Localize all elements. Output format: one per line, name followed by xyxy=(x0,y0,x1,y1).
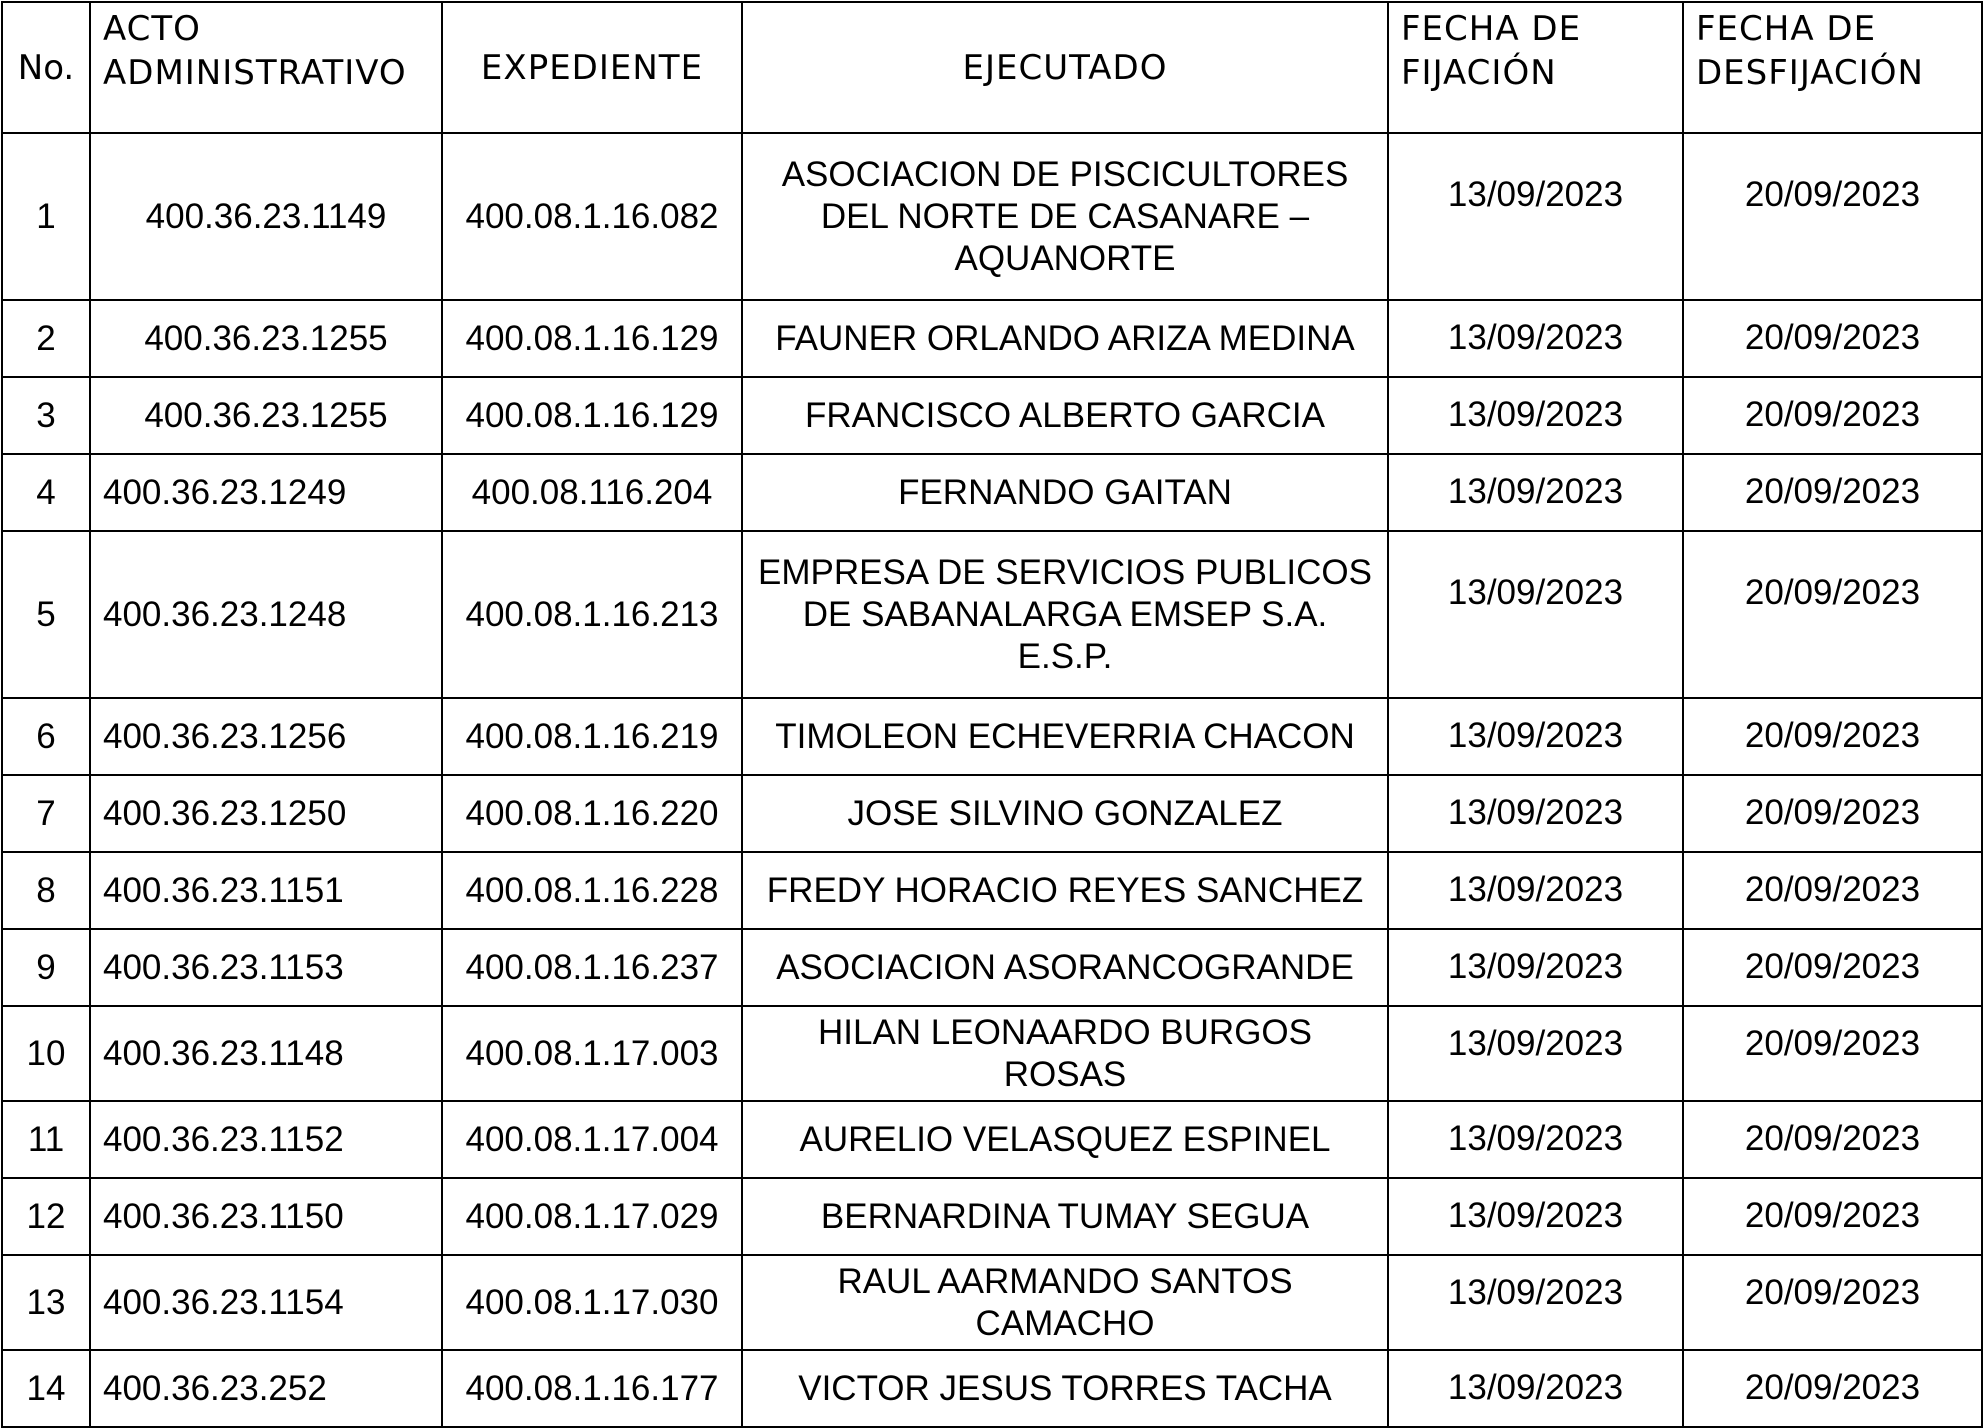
cell-ejecutado: VICTOR JESUS TORRES TACHA xyxy=(742,1350,1388,1427)
cell-acto-administrativo: 400.36.23.1255 xyxy=(90,300,442,377)
cell-fecha-fijacion: 13/09/2023 xyxy=(1388,1101,1683,1178)
cell-expediente: 400.08.1.16.129 xyxy=(442,300,742,377)
cell-expediente: 400.08.1.17.029 xyxy=(442,1178,742,1255)
cell-fecha-fijacion: 13/09/2023 xyxy=(1388,300,1683,377)
cell-expediente: 400.08.1.16.228 xyxy=(442,852,742,929)
cell-fecha-desfijacion: 20/09/2023 xyxy=(1683,454,1982,531)
cell-ejecutado: FAUNER ORLANDO ARIZA MEDINA xyxy=(742,300,1388,377)
cell-fecha-fijacion: 13/09/2023 xyxy=(1388,929,1683,1006)
cell-fecha-desfijacion: 20/09/2023 xyxy=(1683,929,1982,1006)
cell-fecha-fijacion: 13/09/2023 xyxy=(1388,698,1683,775)
cell-expediente: 400.08.1.16.129 xyxy=(442,377,742,454)
cell-ejecutado: ASOCIACION ASORANCOGRANDE xyxy=(742,929,1388,1006)
cell-acto-administrativo: 400.36.23.1151 xyxy=(90,852,442,929)
cell-no: 14 xyxy=(2,1350,90,1427)
table-row xyxy=(2,377,1982,454)
cell-acto-administrativo: 400.36.23.1149 xyxy=(90,133,442,300)
cell-acto-administrativo: 400.36.23.1250 xyxy=(90,775,442,852)
cell-fecha-desfijacion: 20/09/2023 xyxy=(1683,1350,1982,1427)
cell-no: 2 xyxy=(2,300,90,377)
cell-no: 4 xyxy=(2,454,90,531)
cell-no: 5 xyxy=(2,531,90,698)
cell-acto-administrativo: 400.36.23.1256 xyxy=(90,698,442,775)
cell-acto-administrativo: 400.36.23.1148 xyxy=(90,1006,442,1101)
cell-fecha-fijacion: 13/09/2023 xyxy=(1388,775,1683,852)
cell-ejecutado: BERNARDINA TUMAY SEGUA xyxy=(742,1178,1388,1255)
cell-expediente: 400.08.1.17.003 xyxy=(442,1006,742,1101)
cell-ejecutado: FERNANDO GAITAN xyxy=(742,454,1388,531)
header-no: No. xyxy=(2,2,90,133)
cell-expediente: 400.08.1.16.177 xyxy=(442,1350,742,1427)
cell-acto-administrativo: 400.36.23.1153 xyxy=(90,929,442,1006)
cell-ejecutado: AURELIO VELASQUEZ ESPINEL xyxy=(742,1101,1388,1178)
cell-acto-administrativo: 400.36.23.1154 xyxy=(90,1255,442,1350)
cell-no: 8 xyxy=(2,852,90,929)
cell-fecha-desfijacion: 20/09/2023 xyxy=(1683,300,1982,377)
cell-fecha-desfijacion: 20/09/2023 xyxy=(1683,377,1982,454)
header-row xyxy=(2,2,1982,133)
cell-ejecutado: RAUL AARMANDO SANTOS CAMACHO xyxy=(742,1255,1388,1350)
table-row xyxy=(2,300,1982,377)
cell-fecha-desfijacion: 20/09/2023 xyxy=(1683,1101,1982,1178)
cell-no: 3 xyxy=(2,377,90,454)
header-expediente: EXPEDIENTE xyxy=(442,2,742,133)
cell-no: 9 xyxy=(2,929,90,1006)
cell-fecha-desfijacion: 20/09/2023 xyxy=(1683,1255,1982,1350)
table-row xyxy=(2,454,1982,531)
cell-expediente: 400.08.1.16.213 xyxy=(442,531,742,698)
cell-ejecutado: FREDY HORACIO REYES SANCHEZ xyxy=(742,852,1388,929)
notification-table xyxy=(1,1,1983,1428)
cell-expediente: 400.08.116.204 xyxy=(442,454,742,531)
cell-expediente: 400.08.1.17.004 xyxy=(442,1101,742,1178)
cell-fecha-fijacion: 13/09/2023 xyxy=(1388,377,1683,454)
cell-acto-administrativo: 400.36.23.1150 xyxy=(90,1178,442,1255)
table-row xyxy=(2,929,1982,1006)
cell-expediente: 400.08.1.16.082 xyxy=(442,133,742,300)
cell-acto-administrativo: 400.36.23.1248 xyxy=(90,531,442,698)
cell-ejecutado: HILAN LEONAARDO BURGOS ROSAS xyxy=(742,1006,1388,1101)
table-row xyxy=(2,775,1982,852)
cell-no: 7 xyxy=(2,775,90,852)
header-ejecutado: EJECUTADO xyxy=(742,2,1388,133)
cell-fecha-fijacion: 13/09/2023 xyxy=(1388,1006,1683,1101)
cell-ejecutado: EMPRESA DE SERVICIOS PUBLICOS DE SABANALARGA EMSEP S.A. E.S.P. xyxy=(742,531,1388,698)
table-row xyxy=(2,1350,1982,1427)
cell-no: 10 xyxy=(2,1006,90,1101)
cell-fecha-desfijacion: 20/09/2023 xyxy=(1683,698,1982,775)
cell-fecha-desfijacion: 20/09/2023 xyxy=(1683,852,1982,929)
cell-fecha-fijacion: 13/09/2023 xyxy=(1388,1178,1683,1255)
header-acto-administrativo: ACTO ADMINISTRATIVO xyxy=(90,2,442,133)
cell-fecha-fijacion: 13/09/2023 xyxy=(1388,454,1683,531)
cell-fecha-desfijacion: 20/09/2023 xyxy=(1683,1178,1982,1255)
cell-fecha-fijacion: 13/09/2023 xyxy=(1388,133,1683,300)
cell-fecha-desfijacion: 20/09/2023 xyxy=(1683,1006,1982,1101)
cell-no: 1 xyxy=(2,133,90,300)
cell-acto-administrativo: 400.36.23.1255 xyxy=(90,377,442,454)
cell-expediente: 400.08.1.16.237 xyxy=(442,929,742,1006)
table-row xyxy=(2,1178,1982,1255)
cell-expediente: 400.08.1.17.030 xyxy=(442,1255,742,1350)
cell-fecha-fijacion: 13/09/2023 xyxy=(1388,1350,1683,1427)
cell-ejecutado: JOSE SILVINO GONZALEZ xyxy=(742,775,1388,852)
cell-fecha-fijacion: 13/09/2023 xyxy=(1388,1255,1683,1350)
cell-no: 6 xyxy=(2,698,90,775)
cell-no: 12 xyxy=(2,1178,90,1255)
cell-acto-administrativo: 400.36.23.252 xyxy=(90,1350,442,1427)
table-row xyxy=(2,531,1982,698)
cell-fecha-desfijacion: 20/09/2023 xyxy=(1683,775,1982,852)
cell-no: 11 xyxy=(2,1101,90,1178)
cell-expediente: 400.08.1.16.219 xyxy=(442,698,742,775)
cell-fecha-desfijacion: 20/09/2023 xyxy=(1683,133,1982,300)
table-row xyxy=(2,1006,1982,1101)
cell-ejecutado: FRANCISCO ALBERTO GARCIA xyxy=(742,377,1388,454)
table-row xyxy=(2,852,1982,929)
cell-fecha-fijacion: 13/09/2023 xyxy=(1388,852,1683,929)
header-fecha-desfijacion: FECHA DE DESFIJACIÓN xyxy=(1683,2,1982,133)
cell-fecha-desfijacion: 20/09/2023 xyxy=(1683,531,1982,698)
cell-expediente: 400.08.1.16.220 xyxy=(442,775,742,852)
cell-acto-administrativo: 400.36.23.1249 xyxy=(90,454,442,531)
header-fecha-fijacion: FECHA DE FIJACIÓN xyxy=(1388,2,1683,133)
cell-no: 13 xyxy=(2,1255,90,1350)
cell-ejecutado: TIMOLEON ECHEVERRIA CHACON xyxy=(742,698,1388,775)
table-row xyxy=(2,1255,1982,1350)
cell-fecha-fijacion: 13/09/2023 xyxy=(1388,531,1683,698)
cell-ejecutado: ASOCIACION DE PISCICULTORES DEL NORTE DE CASANARE – AQUANORTE xyxy=(742,133,1388,300)
table-row xyxy=(2,698,1982,775)
table-row xyxy=(2,133,1982,300)
cell-acto-administrativo: 400.36.23.1152 xyxy=(90,1101,442,1178)
table-row xyxy=(2,1101,1982,1178)
